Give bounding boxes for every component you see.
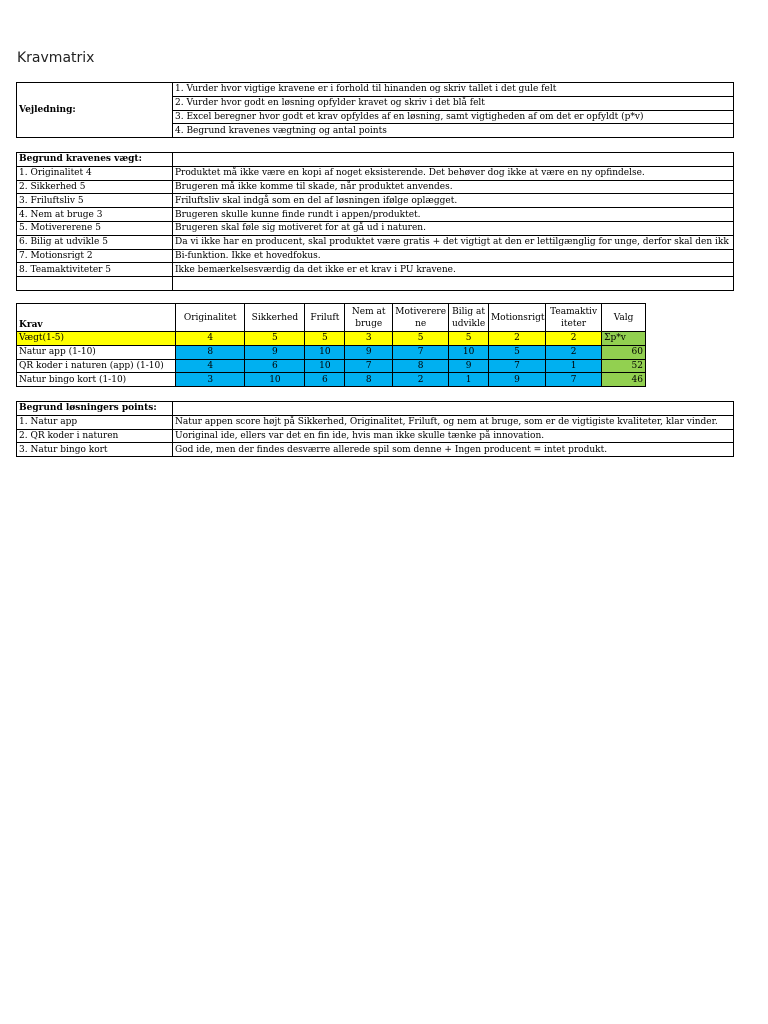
score-cell[interactable]: 8 — [176, 345, 245, 359]
krav-reason[interactable]: Ikke bemærkelsesværdig da det ikke er et krav i PU kravene. — [173, 263, 734, 277]
score-cell[interactable]: 2 — [546, 345, 602, 359]
score-cell[interactable]: 10 — [305, 359, 345, 373]
krav-name[interactable]: 2. Sikkerhed 5 — [17, 180, 173, 194]
krav-reason[interactable]: Da vi ikke har en producent, skal produktet være gratis + det vigtigt at den er lettilgænglig for unge, derfor skal den ikk — [173, 235, 734, 249]
score-cell[interactable]: 2 — [393, 373, 449, 387]
vejledning-line[interactable]: 1. Vurder hvor vigtige kravene er i forhold til hinanden og skriv tallet i det gule felt — [173, 83, 734, 97]
column-header: Motionsrigt — [488, 304, 545, 332]
score-cell[interactable]: 4 — [176, 359, 245, 373]
vejledning-table — [16, 82, 734, 138]
score-cell[interactable]: 7 — [488, 359, 545, 373]
empty-cell[interactable] — [173, 153, 734, 167]
vejledning-label: Vejledning: — [17, 83, 173, 138]
score-cell[interactable]: 9 — [449, 359, 489, 373]
column-header: Friluft — [305, 304, 345, 332]
solution-label: QR koder i naturen (app) (1-10) — [17, 359, 176, 373]
score-cell[interactable]: 6 — [305, 373, 345, 387]
krav-reason[interactable]: Brugeren skulle kunne finde rundt i appen/produktet. — [173, 208, 734, 222]
vejledning-line[interactable]: 4. Begrund kravenes vægtning og antal points — [173, 124, 734, 138]
vejledning-line[interactable]: 3. Excel beregner hvor godt et krav opfyldes af en løsning, samt vigtigheden af om det er opfyldt (p*v) — [173, 110, 734, 124]
krav-reason[interactable]: Bi-funktion. Ikke et hovedfokus. — [173, 249, 734, 263]
solution-label: Natur bingo kort (1-10) — [17, 373, 176, 387]
solution-name[interactable]: 3. Natur bingo kort — [17, 443, 173, 457]
empty-cell[interactable] — [173, 402, 734, 416]
krav-header: Krav — [17, 304, 176, 332]
krav-reason[interactable]: Brugeren må ikke komme til skade, når produktet anvendes. — [173, 180, 734, 194]
krav-matrix-table — [16, 303, 646, 387]
begrund-krav-table — [16, 152, 734, 291]
weight-cell[interactable]: 2 — [488, 332, 545, 346]
score-cell[interactable]: 6 — [245, 359, 305, 373]
score-cell[interactable]: 5 — [488, 345, 545, 359]
krav-name[interactable]: 3. Friluftsliv 5 — [17, 194, 173, 208]
score-cell[interactable]: 8 — [345, 373, 393, 387]
score-cell[interactable]: 7 — [345, 359, 393, 373]
solution-reason[interactable]: Uoriginal ide, ellers var det en fin ide, hvis man ikke skulle tænke på innovation. — [173, 429, 734, 443]
solution-name[interactable]: 2. QR koder i naturen — [17, 429, 173, 443]
weight-cell[interactable]: 5 — [449, 332, 489, 346]
score-cell[interactable]: 1 — [546, 359, 602, 373]
begrund-losninger-heading: Begrund løsningers points: — [17, 402, 173, 416]
krav-name[interactable]: 1. Originalitet 4 — [17, 166, 173, 180]
column-header: Motiverere ne — [393, 304, 449, 332]
weight-cell[interactable]: 5 — [245, 332, 305, 346]
score-cell[interactable]: 9 — [245, 345, 305, 359]
solution-name[interactable]: 1. Natur app — [17, 415, 173, 429]
solution-reason[interactable]: Natur appen score højt på Sikkerhed, Originalitet, Friluft, og nem at bruge, som er de vigtigiste kvaliteter, klar vinder. — [173, 415, 734, 429]
solution-label: Natur app (1-10) — [17, 345, 176, 359]
column-header: Bilig at udvikle — [449, 304, 489, 332]
krav-reason[interactable]: Friluftsliv skal indgå som en del af løsningen ifølge oplægget. — [173, 194, 734, 208]
krav-name[interactable]: 6. Bilig at udvikle 5 — [17, 235, 173, 249]
column-header: Teamaktiv iteter — [546, 304, 602, 332]
valg-result-cell[interactable]: 60 — [602, 345, 646, 359]
weight-cell[interactable]: 3 — [345, 332, 393, 346]
weight-cell[interactable]: 4 — [176, 332, 245, 346]
krav-name[interactable]: 7. Motionsrigt 2 — [17, 249, 173, 263]
krav-name[interactable]: 5. Motivererene 5 — [17, 221, 173, 235]
vejledning-line[interactable]: 2. Vurder hvor godt en løsning opfylder kravet og skriv i det blå felt — [173, 96, 734, 110]
score-cell[interactable]: 7 — [546, 373, 602, 387]
krav-reason[interactable]: Brugeren skal føle sig motiveret for at gå ud i naturen. — [173, 221, 734, 235]
sheet-title: Kravmatrix — [17, 50, 95, 66]
score-cell[interactable]: 3 — [176, 373, 245, 387]
column-header: Nem at bruge — [345, 304, 393, 332]
score-cell[interactable]: 9 — [488, 373, 545, 387]
weight-cell[interactable]: 5 — [393, 332, 449, 346]
weight-cell[interactable]: 2 — [546, 332, 602, 346]
score-cell[interactable]: 10 — [305, 345, 345, 359]
begrund-losninger-table — [16, 401, 734, 457]
empty-cell[interactable] — [173, 277, 734, 291]
krav-reason[interactable]: Produktet må ikke være en kopi af noget eksisterende. Det behøver dog ikke at være en ny opfindelse. — [173, 166, 734, 180]
score-cell[interactable]: 10 — [449, 345, 489, 359]
begrund-krav-heading: Begrund kravenes vægt: — [17, 153, 173, 167]
empty-cell[interactable] — [17, 277, 173, 291]
column-header: Sikkerhed — [245, 304, 305, 332]
krav-name[interactable]: 8. Teamaktiviteter 5 — [17, 263, 173, 277]
valg-result-cell[interactable]: 46 — [602, 373, 646, 387]
score-cell[interactable]: 7 — [393, 345, 449, 359]
valg-formula-cell[interactable]: Σp*v — [602, 332, 646, 346]
score-cell[interactable]: 1 — [449, 373, 489, 387]
weight-cell[interactable]: 5 — [305, 332, 345, 346]
score-cell[interactable]: 10 — [245, 373, 305, 387]
weight-row-label: Vægt(1-5) — [17, 332, 176, 346]
column-header: Valg — [602, 304, 646, 332]
score-cell[interactable]: 9 — [345, 345, 393, 359]
score-cell[interactable]: 8 — [393, 359, 449, 373]
solution-reason[interactable]: God ide, men der findes desværre allerede spil som denne + Ingen producent = intet produkt. — [173, 443, 734, 457]
krav-name[interactable]: 4. Nem at bruge 3 — [17, 208, 173, 222]
valg-result-cell[interactable]: 52 — [602, 359, 646, 373]
column-header: Originalitet — [176, 304, 245, 332]
